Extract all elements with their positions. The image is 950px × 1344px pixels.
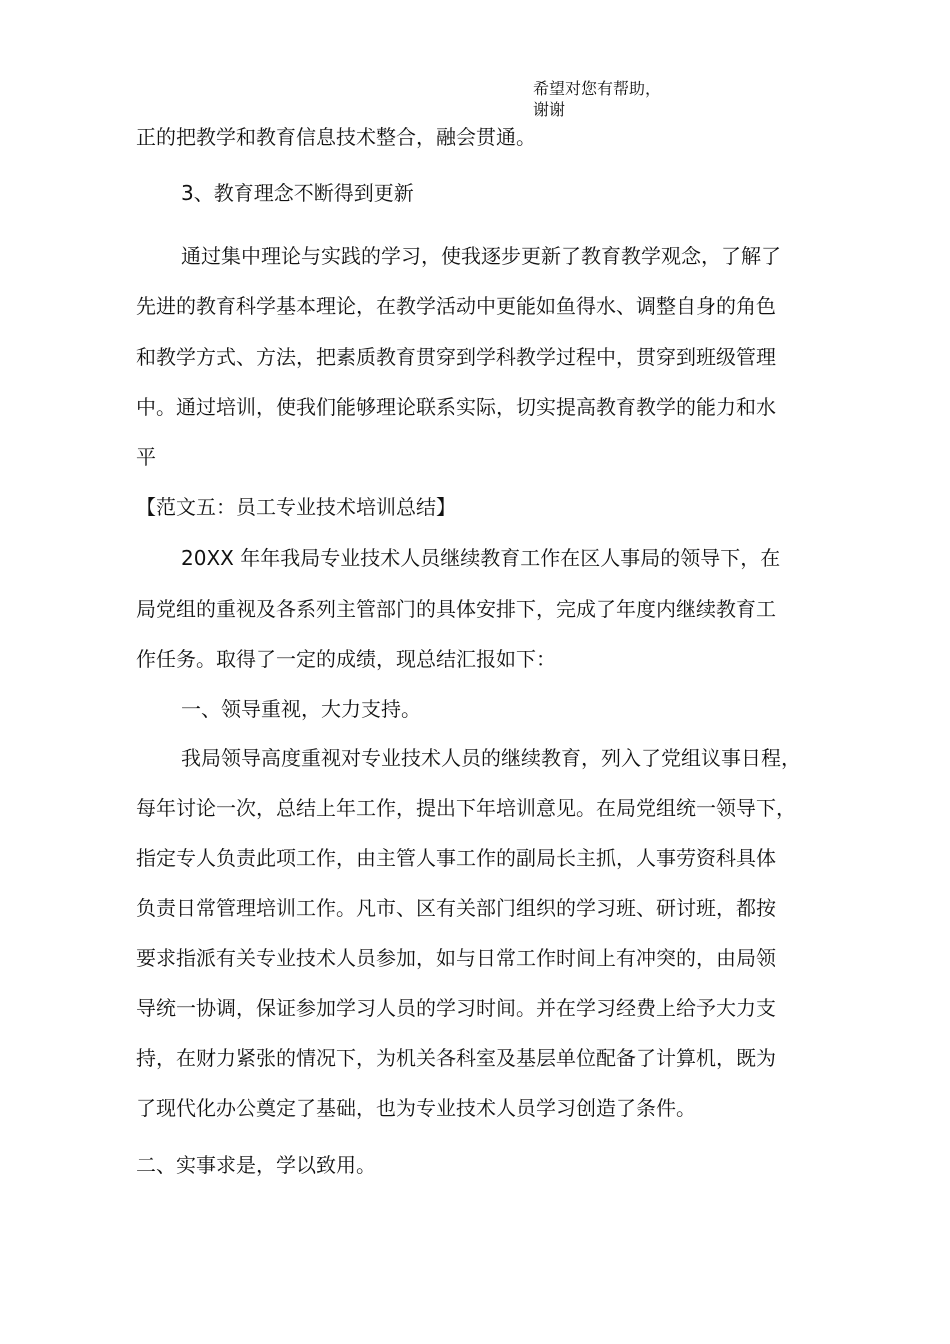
header-note (533, 78, 661, 120)
paragraph-line: 中。通过培训，使我们能够理论联系实际，切实提高教育教学的能力和水 (136, 395, 776, 419)
paragraph-line: 平 (136, 445, 156, 469)
paragraph-line: 局党组的重视及各系列主管部门的具体安排下，完成了年度内继续教育工 (136, 597, 776, 621)
paragraph-line: 先进的教育科学基本理论，在教学活动中更能如鱼得水、调整自身的角色 (136, 294, 776, 318)
paragraph-line: 和教学方式、方法，把素质教育贯穿到学科教学过程中，贯穿到班级管理 (136, 345, 776, 369)
section-heading-one: 一、领导重视，大力支持。 (181, 697, 421, 721)
paragraph-line: 负责日常管理培训工作。凡市、区有关部门组织的学习班、研讨班，都按 (136, 896, 776, 920)
section-heading-3: 3、教育理念不断得到更新 (181, 181, 414, 205)
paragraph-line: 持，在财力紧张的情况下，为机关各科室及基层单位配备了计算机，既为 (136, 1046, 776, 1070)
paragraph-line: 指定专人负责此项工作，由主管人事工作的副局长主抓，人事劳资科具体 (136, 846, 776, 870)
paragraph-line: 我局领导高度重视对专业技术人员的继续教育，列入了党组议事日程， (181, 746, 801, 770)
paragraph-line: 要求指派有关专业技术人员参加，如与日常工作时间上有冲突的，由局领 (136, 946, 776, 970)
section-heading-two: 二、实事求是，学以致用。 (136, 1153, 376, 1177)
paragraph-line: 了现代化办公奠定了基础，也为专业技术人员学习创造了条件。 (136, 1096, 696, 1120)
paragraph-line: 20XX 年年我局专业技术人员继续教育工作在区人事局的领导下，在 (181, 546, 781, 570)
paragraph-line: 导统一协调，保证参加学习人员的学习时间。并在学习经费上给予大力支 (136, 996, 776, 1020)
header-note-line-1: 希望对您有帮助， (533, 79, 662, 98)
paragraph-line: 作任务。取得了一定的成绩，现总结汇报如下： (136, 647, 556, 671)
section-title: 【范文五：员工专业技术培训总结】 (136, 495, 456, 519)
paragraph-line: 每年讨论一次，总结上年工作，提出下年培训意见。在局党组统一领导下， (136, 796, 796, 820)
paragraph-line: 通过集中理论与实践的学习，使我逐步更新了教育教学观念，了解了 (181, 244, 781, 268)
header-note-line-2: 谢谢 (533, 100, 566, 119)
paragraph-line: 正的把教学和教育信息技术整合，融会贯通。 (136, 125, 536, 149)
